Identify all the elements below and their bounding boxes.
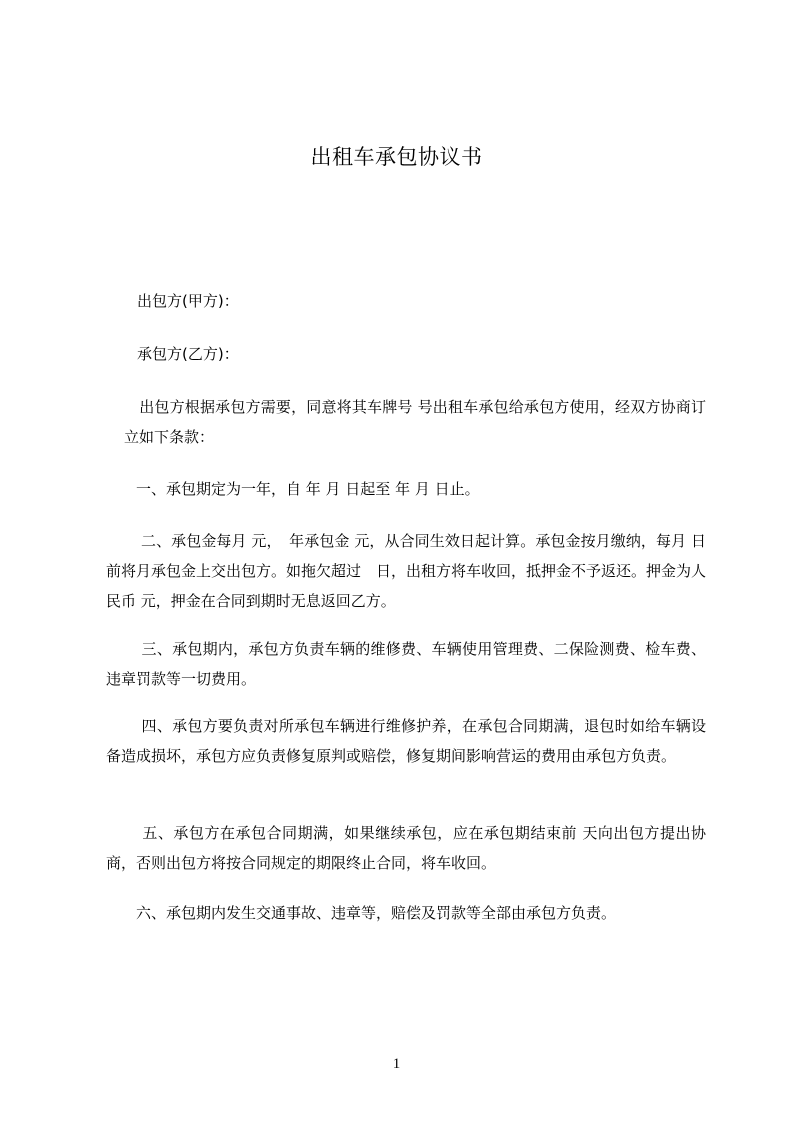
clause-2: 二、承包金每月 元， 年承包金 元，从合同生效日起计算。承包金按月缴纳，每月 日前将月承包金上交出包方。如拖欠超过 日，出租方将车收回，抵押金不予返还。押金为人民币 元，押金在合同到期时无息返回乙方。 (106, 532, 707, 610)
party-b-line: 承包方(乙方)： (137, 345, 239, 363)
clause-1: 一、承包期定为一年，自 年 月 日起至 年 月 日止。 (106, 480, 480, 498)
intro-paragraph: 出包方根据承包方需要，同意将其车牌号 号出租车承包给承包方使用，经双方协商订立如下条款： (124, 398, 706, 446)
page-number: 1 (392, 1056, 401, 1072)
clause-6: 六、承包期内发生交通事故、违章等，赔偿及罚款等全部由承包方负责。 (106, 904, 617, 922)
clause-5: 五、承包方在承包合同期满，如果继续承包，应在承包期结束前 天向出包方提出协商，否则出包方将按合同规定的期限终止合同，将车收回。 (106, 824, 706, 872)
clause-4: 四、承包方要负责对所承包车辆进行维修护养，在承包合同期满，退包时如给车辆设备造成损坏，承包方应负责修复原判或赔偿，修复期间影响营运的费用由承包方负责。 (106, 717, 706, 765)
party-a-line: 出包方(甲方)： (137, 292, 239, 310)
document-title: 出租车承包协议书 (310, 145, 483, 169)
clause-3: 三、承包期内，承包方负责车辆的维修费、车辆使用管理费、二保险测费、检车费、违章罚款等一切费用。 (106, 640, 706, 688)
